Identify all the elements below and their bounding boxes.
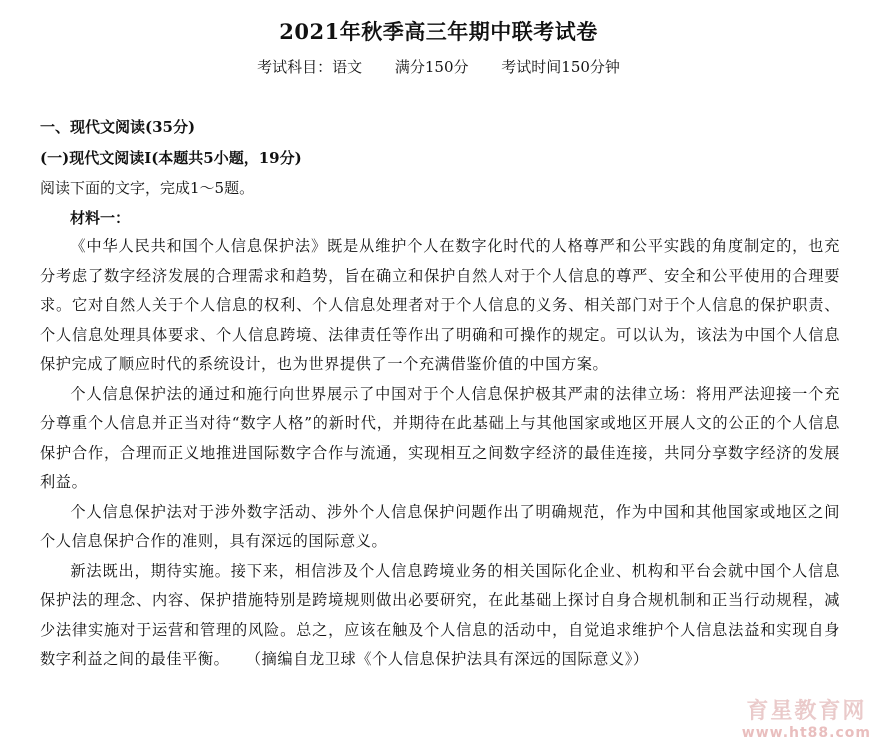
watermark-name: 育星教育网 xyxy=(746,699,867,724)
subsection-heading: (一)现代文阅读Ⅰ(本题共5小题，19分) xyxy=(40,149,302,167)
paragraph: 《中华人民共和国个人信息保护法》既是从维护个人在数字化时代的人格尊严和公平实践的角度制定的，也充分考虑了数字经济发展的合理需求和趋势，旨在确立和保护自然人对于个人信息的尊严、安全和公平使用的合理要求。它对自然人关于个人信息的权利、个人信息处理者对于个人信息的义务、相关部门对于个人信息的保护职责、个人信息处理具体要求、个人信息跨境、法律责任等作出了明确和可操作的规定。可以认为，该法为中国个人信息保护完成了顺应时代的系统设计，也为世界提供了一个充满借鉴价值的中国方案。 xyxy=(40,237,840,373)
paragraph xyxy=(40,557,840,675)
source-citation: （摘编自龙卫球《个人信息保护法具有深远的国际意义》） xyxy=(253,650,649,668)
section-heading: 一、现代文阅读(35分) xyxy=(40,118,196,136)
paragraph: 个人信息保护法对于涉外数字活动、涉外个人信息保护问题作出了明确规范，作为中国和其他国家或地区之间个人信息保护合作的准则，具有深远的国际意义。 xyxy=(40,502,840,550)
exam-subject: 考试科目：语文 xyxy=(257,58,363,76)
reading-instruction: 阅读下面的文字，完成1～5题。 xyxy=(40,179,255,197)
exam-title: 2021年秋季高三年期中联考试卷 xyxy=(279,19,598,44)
watermark-logo xyxy=(742,694,871,741)
watermark-url: www.ht88.com xyxy=(741,725,871,741)
exam-info xyxy=(0,56,877,77)
exam-score: 满分150分 xyxy=(394,58,469,76)
material-label: 材料一： xyxy=(70,209,131,227)
material-body xyxy=(40,232,840,675)
paragraph: 个人信息保护法的通过和施行向世界展示了中国对于个人信息保护极其严肃的法律立场：将用严法迎接一个充分尊重个人信息并正当对待“数字人格”的新时代，并期待在此基础上与其他国家或地区开展人文的公正的个人信息保护合作，合理而正义地推进国际数字合作与流通，实现相互之间数字经济的最佳连接，共同分享数字经济的发展利益。 xyxy=(40,384,840,491)
paragraph-text: 新法既出，期待实施。接下来，相信涉及个人信息跨境业务的相关国际化企业、机构和平台会就中国个人信息保护法的理念、内容、保护措施特别是跨境规则做出必要研究，在此基础上探讨自身合规机制和正当行动规程，减少法律实施对于运营和管理的风险。总之，应该在触及个人信息的活动中，自觉追求维护个人信息法益和实现自身数字利益之间的最佳平衡。 xyxy=(40,561,840,668)
exam-time: 考试时间150分钟 xyxy=(501,58,620,76)
